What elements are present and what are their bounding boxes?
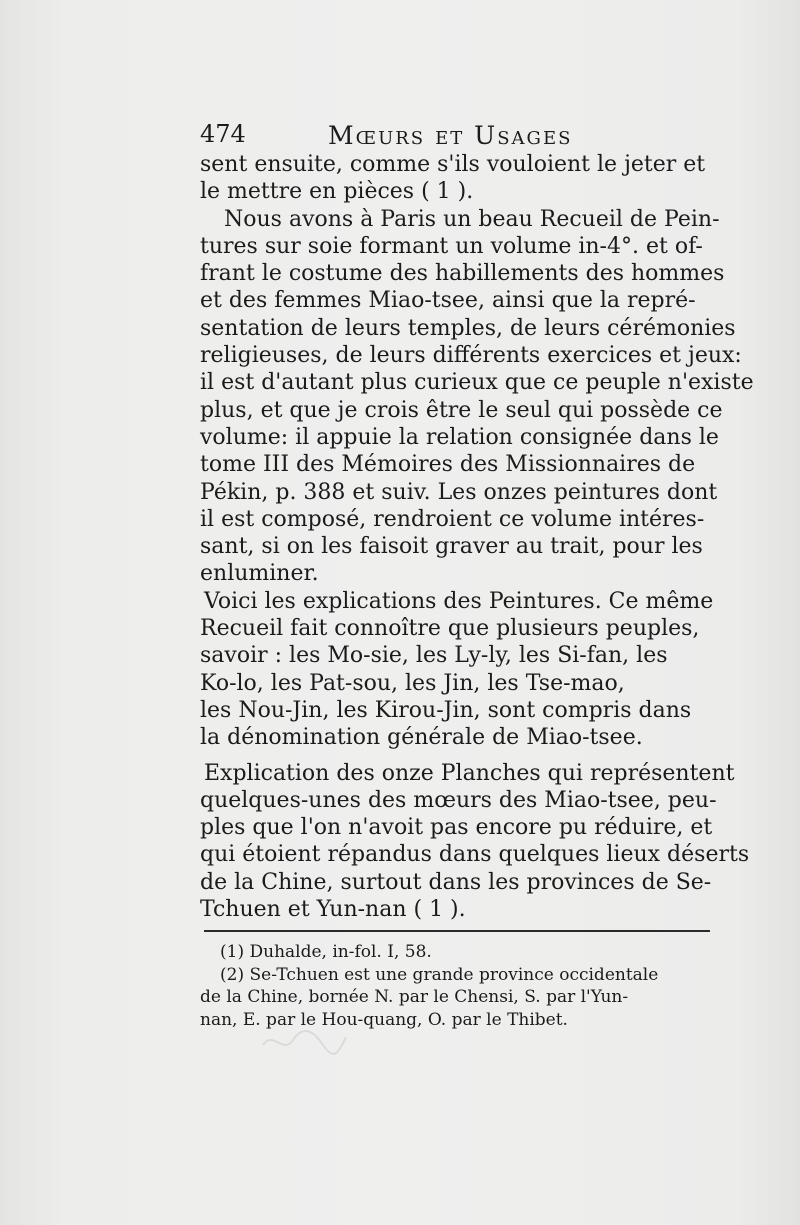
text-line: volume: il appuie la relation consignée dans le [200, 424, 719, 450]
text-line: tures sur soie formant un volume in-4°. et of- [200, 233, 703, 259]
footnotes [200, 941, 712, 1031]
text-line: quelques-unes des mœurs des Miao-tsee, peu- [200, 787, 717, 813]
text-line: Nous avons à Paris un beau Recueil de Pein- [224, 206, 720, 232]
text-line: tome III des Mémoires des Missionnaires de [200, 452, 696, 478]
footnote-line: (2) Se-Tchuen est une grande province occidentale [220, 964, 659, 985]
running-title: Mœurs et Usages [328, 121, 573, 150]
text-line: Explication des onze Planches qui représentent [204, 760, 735, 786]
paragraph-gap [200, 752, 712, 760]
text-line: savoir : les Mo-sie, les Ly-ly, les Si-fan, les [200, 643, 668, 669]
text-line: et des femmes Miao-tsee, ainsi que la repré- [200, 288, 696, 314]
text-line: Recueil fait connoître que plusieurs peuples, [200, 616, 700, 642]
footnote-separator-rule [204, 930, 710, 932]
text-line: frant le costume des habillements des hommes [200, 261, 725, 287]
text-line: il est composé, rendroient ce volume intéres- [200, 506, 705, 532]
footnote-line: de la Chine, bornée N. par le Chensi, S. par l'Yun- [200, 987, 629, 1007]
bleed-through-mark [258, 1025, 348, 1060]
footnote-line: (1) Duhalde, in-fol. I, 58. [220, 942, 432, 962]
text-line: Tchuen et Yun-nan ( 1 ). [200, 897, 466, 923]
text-line: religieuses, de leurs différents exercices et jeux: [200, 343, 742, 369]
text-line: ples que l'on n'avoit pas encore pu réduire, et [200, 815, 713, 841]
text-line: plus, et que je crois être le seul qui possède ce [200, 397, 723, 423]
text-line: le mettre en pièces ( 1 ). [200, 179, 474, 205]
text-line: la dénomination générale de Miao-tsee. [200, 725, 643, 751]
body-text [200, 151, 754, 923]
text-line: sent ensuite, comme s'ils vouloient le jeter et [200, 152, 706, 177]
text-line: enluminer. [200, 561, 319, 587]
page-header [200, 120, 712, 154]
text-line: qui étoient répandus dans quelques lieux déserts [200, 842, 750, 868]
text-line: sentation de leurs temples, de leurs cérémonies [200, 315, 736, 341]
page-number: 474 [200, 120, 246, 148]
text-line: sant, si on les faisoit graver au trait, pour les [200, 534, 703, 560]
text-line: Ko-lo, les Pat-sou, les Jin, les Tse-mao, [200, 670, 625, 696]
text-line: il est d'autant plus curieux que ce peuple n'existe [200, 370, 754, 396]
footnote-line: nan, E. par le Hou-quang, O. par le Thibet. [200, 1009, 568, 1030]
text-line: les Nou-Jin, les Kirou-Jin, sont compris dans [200, 697, 692, 723]
text-line: de la Chine, surtout dans les provinces de Se- [200, 869, 712, 895]
text-line: Voici les explications des Peintures. Ce même [204, 588, 714, 614]
text-line: Pékin, p. 388 et suiv. Les onzes peintures dont [200, 479, 718, 505]
